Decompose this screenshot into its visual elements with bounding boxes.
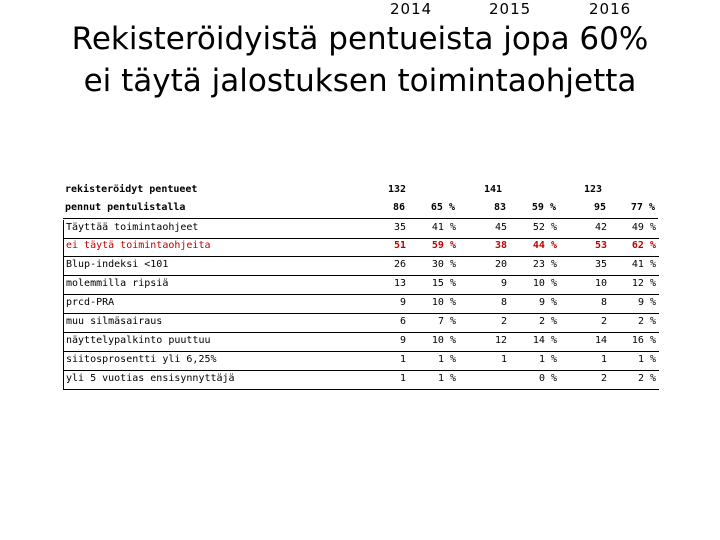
- row-label: Täyttää toimintaohjeet: [66, 222, 199, 233]
- table-row: [63, 200, 658, 219]
- percent-cell: 2 %: [637, 316, 656, 327]
- registered-2014: 132: [388, 184, 407, 195]
- percent-cell: 2 %: [637, 373, 656, 384]
- count-cell: 9: [500, 278, 507, 289]
- count-cell: 8: [500, 297, 507, 308]
- count-cell: 9: [399, 297, 406, 308]
- count-cell: 86: [392, 202, 405, 213]
- title-line-2: ei täytä jalostuksen toimintaohjetta: [83, 63, 637, 99]
- count-cell: 26: [393, 259, 406, 270]
- table-row: [63, 352, 659, 371]
- count-cell: 53: [594, 240, 607, 251]
- count-cell: 9: [399, 335, 406, 346]
- count-cell: 42: [594, 222, 607, 233]
- percent-cell: 16 %: [631, 335, 656, 346]
- count-cell: 2: [600, 316, 607, 327]
- percent-cell: 9 %: [538, 297, 557, 308]
- table-row: [63, 314, 659, 333]
- percent-cell: 59 %: [531, 202, 556, 213]
- count-cell: 1: [399, 354, 406, 365]
- table-row: [63, 295, 659, 314]
- table-row: [63, 371, 659, 390]
- count-cell: 35: [393, 222, 406, 233]
- percent-cell: 10 %: [431, 335, 456, 346]
- percent-cell: 2 %: [538, 316, 557, 327]
- year-2016: 2016: [589, 0, 632, 18]
- count-cell: 20: [494, 259, 507, 270]
- percent-cell: 10 %: [431, 297, 456, 308]
- percent-cell: 77 %: [630, 202, 655, 213]
- percent-cell: 0 %: [538, 373, 557, 384]
- registered-2016: 123: [584, 184, 603, 195]
- count-cell: 38: [494, 240, 507, 251]
- table-row: [63, 333, 659, 352]
- count-cell: 10: [594, 278, 607, 289]
- percent-cell: 12 %: [631, 278, 656, 289]
- percent-cell: 30 %: [431, 259, 456, 270]
- table-row: [63, 257, 659, 276]
- table-row: [63, 238, 659, 257]
- row-label: pennut pentulistalla: [65, 202, 186, 213]
- count-cell: 8: [600, 297, 607, 308]
- row-label: ei täytä toimintaohjeita: [66, 240, 211, 251]
- row-label: prcd-PRA: [66, 297, 115, 308]
- percent-cell: 14 %: [532, 335, 557, 346]
- count-cell: 83: [493, 202, 506, 213]
- slide-title: [0, 18, 720, 102]
- count-cell: 12: [494, 335, 507, 346]
- table-row: [63, 220, 659, 239]
- count-cell: 1: [399, 373, 406, 384]
- title-line-1: Rekisteröidyistä pentueista jopa 60%: [71, 21, 649, 57]
- count-cell: 35: [594, 259, 607, 270]
- percent-cell: 62 %: [631, 240, 656, 251]
- percent-cell: 9 %: [637, 297, 656, 308]
- percent-cell: 65 %: [430, 202, 455, 213]
- count-cell: 6: [399, 316, 406, 327]
- percent-cell: 1 %: [437, 354, 456, 365]
- count-cell: 1: [500, 354, 507, 365]
- percent-cell: 44 %: [532, 240, 557, 251]
- percent-cell: 1 %: [637, 354, 656, 365]
- year-2015: 2015: [489, 0, 532, 18]
- percent-cell: 59 %: [431, 240, 456, 251]
- year-2014: 2014: [390, 0, 433, 18]
- count-cell: 95: [593, 202, 606, 213]
- percent-cell: 10 %: [532, 278, 557, 289]
- row-label: molemmilla ripsiä: [66, 278, 169, 289]
- row-label: rekisteröidyt pentueet: [65, 184, 198, 195]
- percent-cell: 23 %: [532, 259, 557, 270]
- percent-cell: 41 %: [631, 259, 656, 270]
- count-cell: 45: [494, 222, 507, 233]
- registered-2015: 141: [484, 184, 503, 195]
- table-row: [63, 276, 659, 295]
- registered-row: [63, 182, 658, 200]
- percent-cell: 41 %: [431, 222, 456, 233]
- count-cell: 2: [500, 316, 507, 327]
- row-label: siitosprosentti yli 6,25%: [66, 354, 217, 365]
- count-cell: 13: [393, 278, 406, 289]
- percent-cell: 15 %: [431, 278, 456, 289]
- percent-cell: 49 %: [631, 222, 656, 233]
- count-cell: 2: [600, 373, 607, 384]
- percent-cell: 1 %: [437, 373, 456, 384]
- count-cell: 51: [393, 240, 406, 251]
- row-label: muu silmäsairaus: [66, 316, 163, 327]
- row-label: Blup-indeksi <101: [66, 259, 169, 270]
- count-cell: 1: [600, 354, 607, 365]
- count-cell: 14: [594, 335, 607, 346]
- percent-cell: 7 %: [437, 316, 456, 327]
- row-label: yli 5 vuotias ensisynnyttäjä: [66, 373, 235, 384]
- percent-cell: 52 %: [532, 222, 557, 233]
- row-label: näyttelypalkinto puuttuu: [66, 335, 211, 346]
- percent-cell: 1 %: [538, 354, 557, 365]
